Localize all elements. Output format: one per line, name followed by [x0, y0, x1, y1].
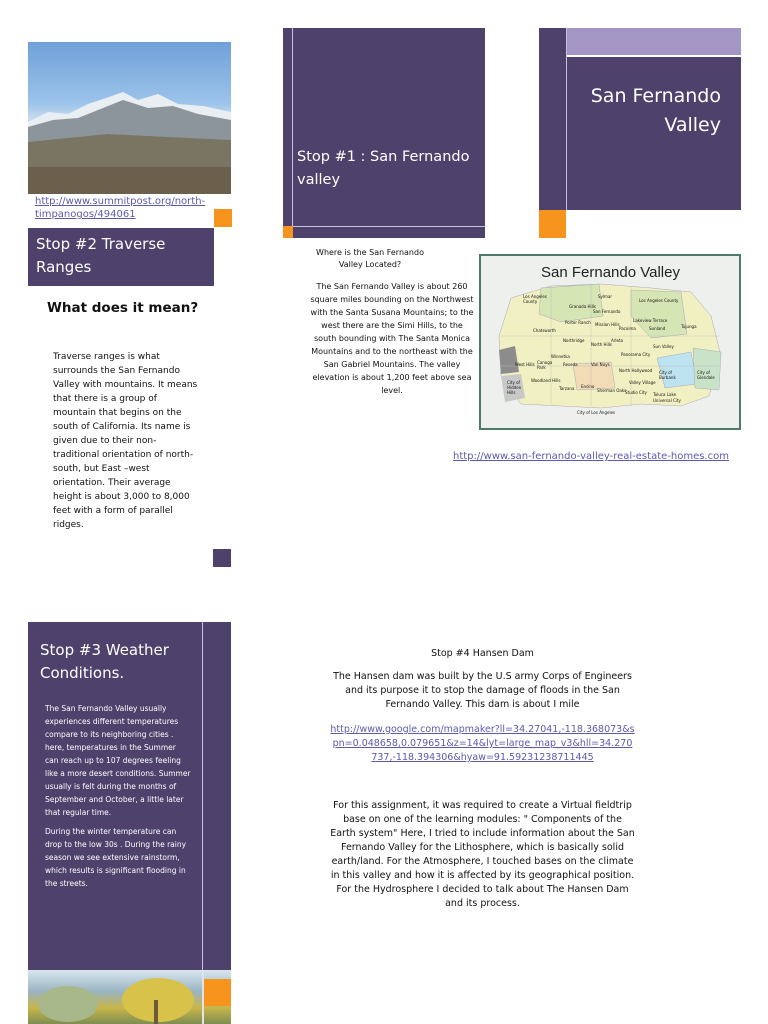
- map-title: San Fernando Valley: [541, 264, 680, 281]
- assignment-summary: For this assignment, it was required to create a Virtual fieldtrip base on one of the learning modules: " Components of the Earth system" Here, I tried to include information about the San Fernando Valley for the Lithosphere, which is basically solid earth/land. For the Atmosphere, I touched bases on the climate in this valley and how it is affected by its geographical position. For the Hydrosphere I decided to talk about The Hansen Dam and its process.: [330, 800, 635, 909]
- tree-photo: [28, 970, 231, 1024]
- real-estate-link[interactable]: http://www.san-fernando-valley-real-estate-homes.com: [453, 451, 729, 462]
- purple-accent-square: [213, 549, 231, 567]
- orange-accent-square: [204, 979, 231, 1006]
- map-label: Sherman Oaks: [597, 388, 627, 393]
- orange-accent-small: [283, 226, 293, 238]
- map-label: Reseda: [563, 362, 578, 367]
- map-label: Chatsworth: [533, 328, 556, 333]
- location-body: The San Fernando Valley is about 260 square miles bounding on the Northwest with the Santa Susana Mountains; to the west there are the Simi Hills, to the south bounding with The Santa Monica Mountains and to the northeast with the San Gabriel Mountains. The valley elevation is about 1,200 feet above sea level.: [310, 282, 474, 395]
- map-label: Los Angeles County: [639, 298, 679, 303]
- stop1-title: Stop #1 : San Fernando valley: [297, 149, 470, 188]
- sfv-header: [567, 57, 741, 210]
- map-label: San Fernando: [593, 309, 621, 314]
- map-label: Van Nuys: [591, 362, 610, 367]
- lavender-bar: [567, 28, 741, 55]
- map-label: City of Hidden Hills: [507, 380, 522, 395]
- weather-body-1: The San Fernando Valley usually experiences different temperatures compare to its neighboring cities . here, temperatures in the Summer can reach up to 107 degrees feeling like a more desert conditions. Summer usually is felt during the months of September and October, a little later that regular time.: [45, 704, 191, 817]
- map-label: Pacoima: [619, 326, 636, 331]
- map-label: City of Glendale: [697, 370, 715, 380]
- purple-side-bar: [539, 28, 567, 210]
- mountain-illustration: [28, 42, 231, 194]
- map-label: North Hollywood: [619, 368, 653, 373]
- stop3-title: Stop #3 Weather Conditions.: [40, 641, 169, 682]
- map-label: Universal City: [653, 398, 681, 403]
- tree-illustration: [28, 970, 231, 1024]
- map-label: Valley Village: [629, 380, 656, 385]
- map-label: North Hills: [591, 342, 612, 347]
- map-label: Lakeview Terrace: [633, 318, 668, 323]
- stop4-heading: Stop #4 Hansen Dam: [431, 648, 534, 659]
- stop1-header: [283, 28, 485, 238]
- traverse-ranges-body: Traverse ranges is what surrounds the San Fernando Valley with mountains. It means that there is a group of mountain that begins on the south of California. Its name is given due to their non-traditional orientation of north- south, but East –west orientation. Their average height is about 3,000 to 8,000 feet with a form of parallel ridges.: [53, 352, 198, 530]
- orange-accent-square: [539, 210, 566, 238]
- weather-body-2: During the winter temperature can drop to the low 30s . During the rainy season we see extensive rainstorm, which results is significant flooding in the streets.: [45, 827, 187, 888]
- sfv-map: [479, 254, 741, 430]
- where-located-question: Where is the San Fernando Valley Located?: [316, 248, 424, 269]
- map-label: City of Los Angeles: [577, 410, 616, 415]
- map-label: West Hills: [515, 362, 535, 367]
- map-label: Woodland Hills: [531, 378, 561, 383]
- map-label: Sylmar: [598, 294, 613, 299]
- map-label: Canoga Park: [537, 360, 553, 370]
- map-label: Arleta: [611, 338, 623, 343]
- map-label: Tarzana: [559, 386, 575, 391]
- sfv-title: San Fernando Valley: [590, 85, 721, 136]
- map-label: Encino: [581, 384, 595, 389]
- mountain-photo: [28, 42, 231, 194]
- map-label: Sun Valley: [653, 344, 674, 349]
- what-does-it-mean-heading: What does it mean?: [47, 300, 199, 316]
- weather-panel: [28, 622, 231, 970]
- map-label: Studio City: [625, 390, 647, 395]
- summitpost-link[interactable]: http://www.summitpost.org/north-timpanogos/494061: [35, 196, 206, 220]
- panel-divider-line: [202, 622, 203, 970]
- map-label: Granada Hills: [569, 304, 596, 309]
- map-label: Northridge: [563, 338, 585, 343]
- map-label: Sunland: [649, 326, 666, 331]
- map-label: Porter Ranch: [565, 320, 591, 325]
- stop2-header: [28, 228, 214, 286]
- orange-accent-square: [214, 209, 232, 227]
- stop2-title: Stop #2 Traverse Ranges: [36, 235, 166, 276]
- map-label: Tujunga: [681, 324, 697, 329]
- map-label: City of Burbank: [659, 370, 676, 380]
- hansen-dam-body: The Hansen dam was built by the U.S army Corps of Engineers and its purpose it to stop the damage of floods in the San Fernando Valley. This dam is about I mile: [333, 671, 632, 710]
- header-divider-line-h: [283, 226, 485, 227]
- header-divider-line: [566, 28, 567, 210]
- header-divider-line: [292, 28, 293, 238]
- map-label: Panorama City: [621, 352, 651, 357]
- map-label: Winnetka: [551, 354, 570, 359]
- map-label: Toluca Lake: [653, 392, 677, 397]
- map-label: Mission Hills: [595, 322, 620, 327]
- google-mapmaker-link[interactable]: http://www.google.com/mapmaker?ll=34.27041,-118.368073&spn=0.048658,0.079651&z=14&lyt=large_map_v3&hll=34.270737,-118.394306&hyaw=91.59231238711445: [330, 724, 635, 763]
- map-label: Los Angeles County: [523, 294, 547, 304]
